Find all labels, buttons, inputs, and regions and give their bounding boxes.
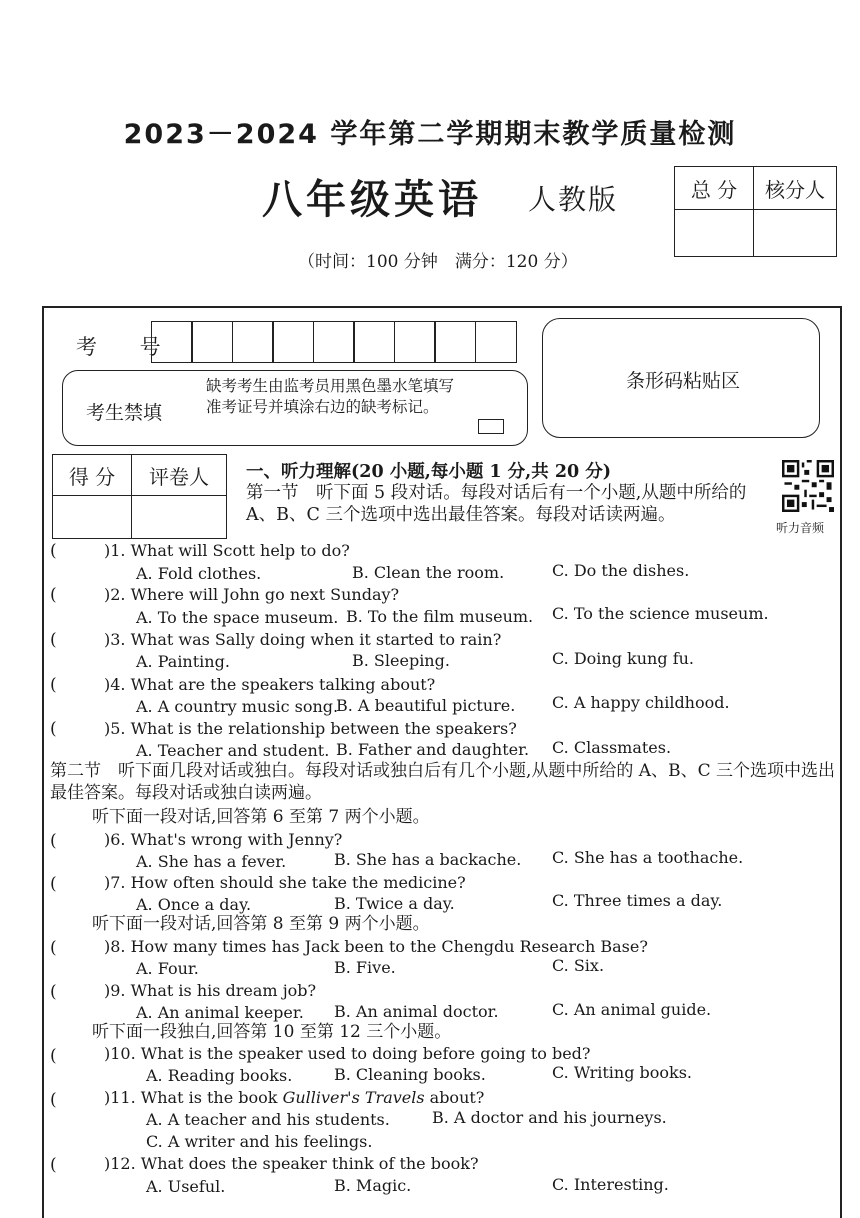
option-c: C. A happy childhood. xyxy=(552,693,730,712)
option-b: B. Father and daughter. xyxy=(336,740,530,759)
option-a: A. Once a day. xyxy=(136,895,252,914)
option-a: A. Useful. xyxy=(146,1177,226,1196)
score-cell[interactable] xyxy=(53,496,132,539)
answer-paren[interactable]: ( xyxy=(50,675,57,695)
exam-number-box[interactable] xyxy=(475,321,517,363)
option-a: A. Fold clothes. xyxy=(136,564,262,583)
exam-number-box[interactable] xyxy=(434,321,476,363)
qr-code-icon[interactable] xyxy=(782,460,834,512)
option-b: B. A beautiful picture. xyxy=(336,696,516,715)
question-stem: )10. What is the speaker used to doing before going to bed? xyxy=(104,1044,591,1063)
option-c: C. A writer and his feelings. xyxy=(146,1132,373,1151)
instruction-6-7: 听下面一段对话,回答第 6 至第 7 两个小题。 xyxy=(92,807,430,827)
option-a: A. A country music song. xyxy=(136,697,339,716)
total-score-cell[interactable] xyxy=(675,210,754,257)
part1-description: 第一节 听下面 5 段对话。每段对话后有一个小题,从题中所给的 A、B、C 三个选项中选出最佳答案。每段对话读两遍。 xyxy=(246,483,747,525)
answer-paren[interactable]: ( xyxy=(50,541,57,561)
question-stem: )1. What will Scott help to do? xyxy=(104,541,350,560)
section-title: 一、听力理解(20 小题,每小题 1 分,共 20 分) xyxy=(246,462,612,482)
exam-title: 2023－2024 学年第二学期期末教学质量检测 xyxy=(123,119,737,150)
option-c: C. Three times a day. xyxy=(552,891,723,910)
option-b: B. Magic. xyxy=(334,1176,412,1195)
exam-number-box[interactable] xyxy=(151,321,193,363)
question-stem: )5. What is the relationship between the speakers? xyxy=(104,719,517,738)
option-b: B. Cleaning books. xyxy=(334,1065,486,1084)
exam-number-box[interactable] xyxy=(394,321,436,363)
option-c: C. Writing books. xyxy=(552,1063,693,1082)
option-b: B. Five. xyxy=(334,958,396,977)
grader-cell[interactable] xyxy=(132,496,227,539)
option-a: A. A teacher and his students. xyxy=(146,1110,390,1129)
answer-paren[interactable]: ( xyxy=(50,874,57,894)
book-title: Gulliver's Travels xyxy=(282,1088,425,1107)
option-a: A. Teacher and student. xyxy=(136,741,330,760)
option-b: B. She has a backache. xyxy=(334,850,522,869)
option-b: B. An animal doctor. xyxy=(334,1002,499,1021)
option-b: B. A doctor and his journeys. xyxy=(432,1108,667,1127)
option-a: A. Reading books. xyxy=(146,1066,293,1085)
question-stem-end: about? xyxy=(424,1088,485,1107)
question-stem: )7. How often should she take the medicine? xyxy=(104,873,466,892)
absent-mark-box[interactable] xyxy=(478,419,504,434)
absent-note: 缺考考生由监考员用黑色墨水笔填写准考证号并填涂右边的缺考标记。 xyxy=(206,377,455,416)
answer-paren[interactable]: ( xyxy=(50,1046,57,1066)
question-stem: )9. What is his dream job? xyxy=(104,981,317,1000)
exam-number-box[interactable] xyxy=(232,321,274,363)
qr-label: 听力音频 xyxy=(776,521,825,535)
answer-paren[interactable]: ( xyxy=(50,1090,57,1110)
option-a: A. To the space museum. xyxy=(136,608,339,627)
answer-paren[interactable]: ( xyxy=(50,1155,57,1175)
option-c: C. Interesting. xyxy=(552,1175,669,1194)
option-c: C. She has a toothache. xyxy=(552,848,744,867)
option-c: C. Six. xyxy=(552,956,605,975)
exam-number-label: 考 号 xyxy=(76,335,179,359)
option-c: C. An animal guide. xyxy=(552,1000,712,1019)
question-stem: )6. What's wrong with Jenny? xyxy=(104,830,343,849)
grader-table xyxy=(52,454,227,539)
option-c: C. Classmates. xyxy=(552,738,672,757)
question-stem: )3. What was Sally doing when it started to rain? xyxy=(104,630,502,649)
checker-label: 核分人 xyxy=(754,167,837,210)
answer-paren[interactable]: ( xyxy=(50,719,57,739)
grader-label: 评卷人 xyxy=(132,455,227,496)
option-c: C. To the science museum. xyxy=(552,604,769,623)
option-b: B. Sleeping. xyxy=(352,651,450,670)
option-a: A. Four. xyxy=(136,959,199,978)
question-stem-start: )11. What is the book xyxy=(104,1088,283,1107)
exam-number-box[interactable] xyxy=(353,321,395,363)
exam-number-box[interactable] xyxy=(191,321,233,363)
exam-number-box[interactable] xyxy=(272,321,314,363)
option-b: B. To the film museum. xyxy=(346,607,534,626)
answer-paren[interactable]: ( xyxy=(50,831,57,851)
option-c: C. Doing kung fu. xyxy=(552,649,694,668)
total-score-table xyxy=(674,166,837,257)
option-a: A. She has a fever. xyxy=(136,852,287,871)
absent-label: 考生禁填 xyxy=(86,402,163,424)
part2-description: 第二节 听下面几段对话或独白。每段对话或独白后有几个小题,从题中所给的 A、B、C 三个选项中选出最佳答案。每段对话或独白读两遍。 xyxy=(50,761,835,803)
exam-time-info: （时间：100 分钟 满分：120 分） xyxy=(298,252,578,272)
instruction-10-12: 听下面一段独白,回答第 10 至第 12 三个小题。 xyxy=(92,1022,452,1042)
answer-paren[interactable]: ( xyxy=(50,938,57,958)
answer-paren[interactable]: ( xyxy=(50,585,57,605)
question-stem xyxy=(104,1088,484,1107)
exam-number-box[interactable] xyxy=(313,321,355,363)
total-score-label: 总 分 xyxy=(675,167,754,210)
exam-subject: 八年级英语 xyxy=(262,176,482,223)
exam-number-boxes[interactable] xyxy=(152,321,517,363)
question-stem: )8. How many times has Jack been to the Chengdu Research Base? xyxy=(104,937,648,956)
exam-edition: 人教版 xyxy=(528,183,619,216)
instruction-8-9: 听下面一段对话,回答第 8 至第 9 两个小题。 xyxy=(92,914,430,934)
option-b: B. Twice a day. xyxy=(334,894,455,913)
option-a: A. An animal keeper. xyxy=(136,1003,304,1022)
answer-paren[interactable]: ( xyxy=(50,982,57,1002)
score-label: 得 分 xyxy=(53,455,132,496)
option-c: C. Do the dishes. xyxy=(552,561,690,580)
question-stem: )4. What are the speakers talking about? xyxy=(104,675,436,694)
answer-paren[interactable]: ( xyxy=(50,630,57,650)
question-stem: )2. Where will John go next Sunday? xyxy=(104,585,400,604)
checker-cell[interactable] xyxy=(754,210,837,257)
option-b: B. Clean the room. xyxy=(352,563,505,582)
barcode-label: 条形码粘贴区 xyxy=(626,370,741,392)
question-stem: )12. What does the speaker think of the book? xyxy=(104,1154,479,1173)
option-a: A. Painting. xyxy=(136,652,230,671)
